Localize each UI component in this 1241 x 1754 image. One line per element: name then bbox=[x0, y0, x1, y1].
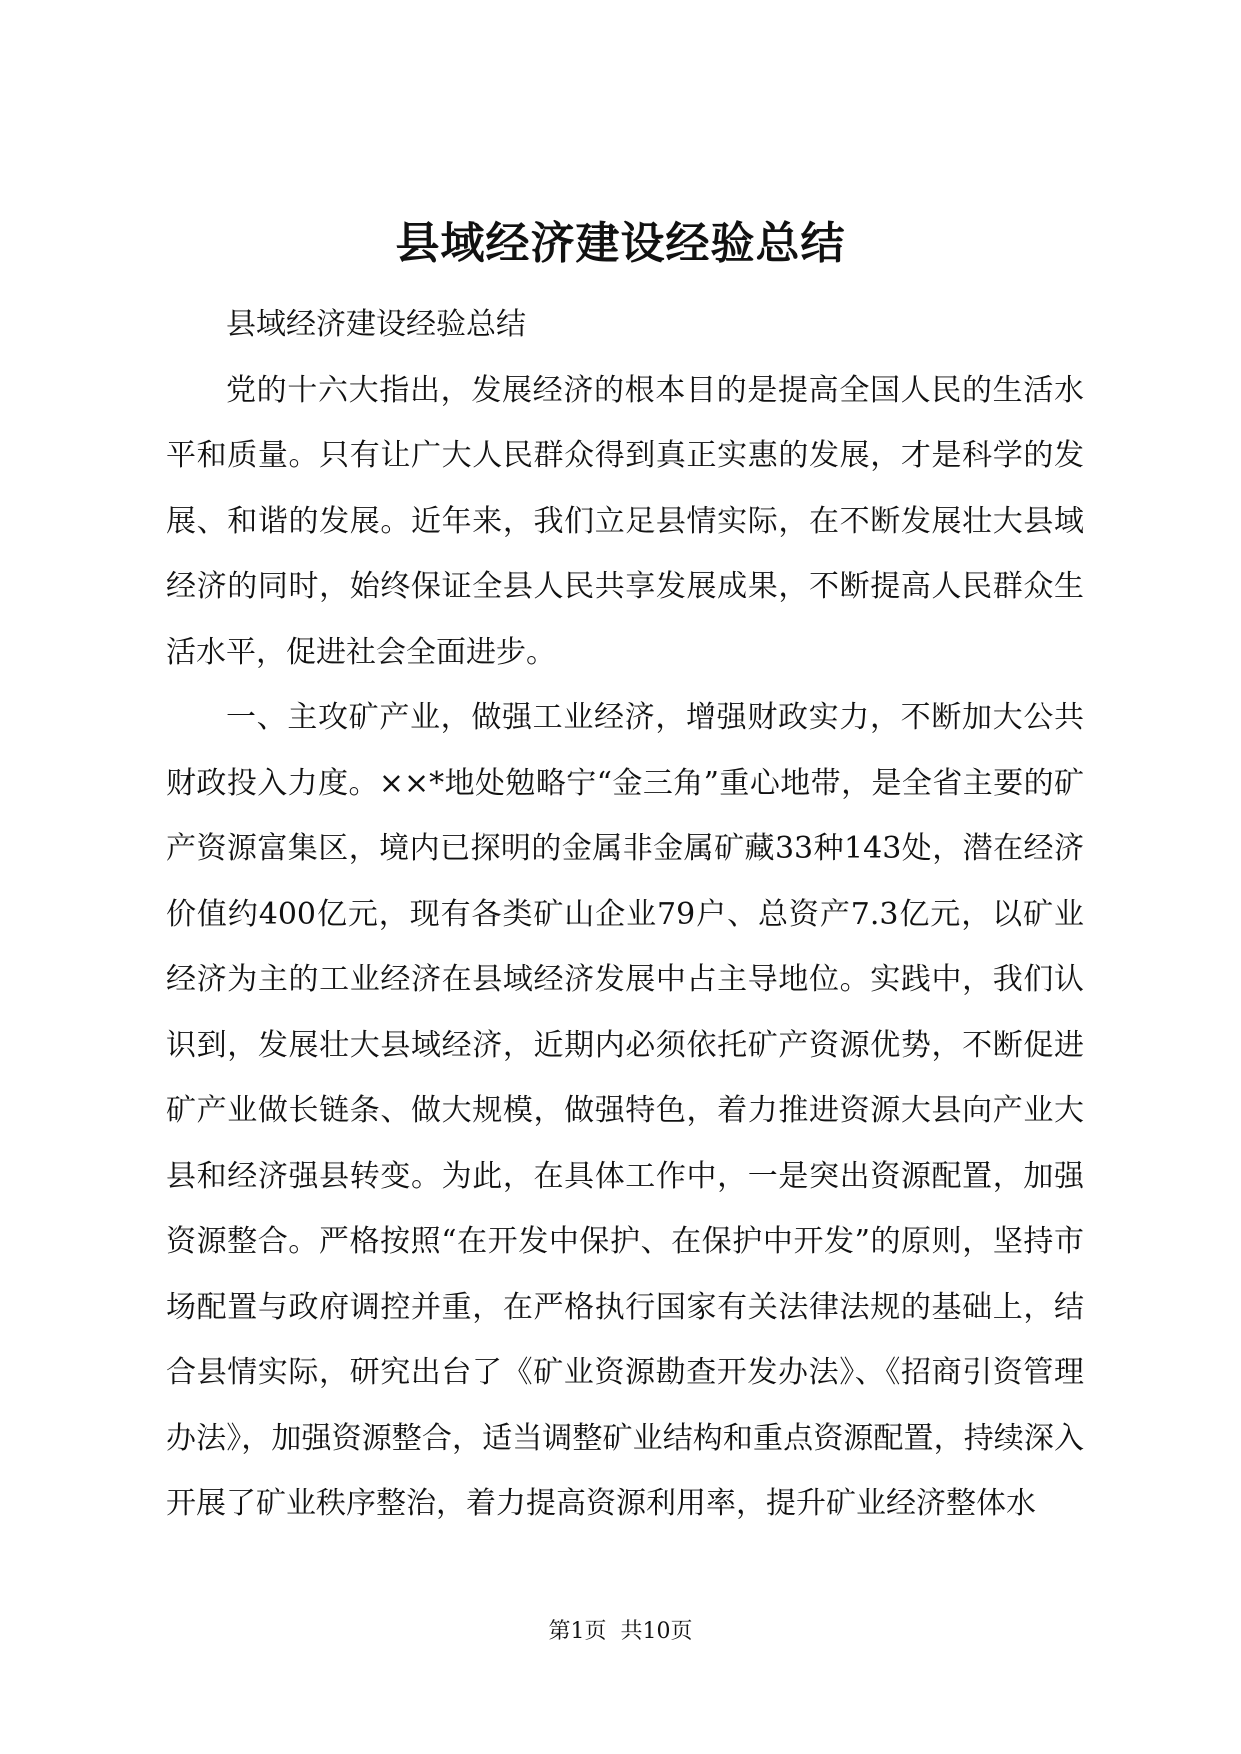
page-footer bbox=[0, 1614, 1241, 1645]
paragraph-intro: 党的十六大指出，发展经济的根本目的是提高全国人民的生活水平和质量。只有让广大人民群众得到真正实惠的发展，才是科学的发展、和谐的发展。近年来，我们立足县情实际，在不断发展壮大县域经济的同时，始终保证全县人民共享发展成果，不断提高人民群众生活水平，促进社会全面进步。 bbox=[166, 372, 1084, 670]
page-number: 第1页 共10页 bbox=[548, 1619, 693, 1644]
document-body bbox=[166, 292, 1084, 1537]
paragraph-subtitle: 县域经济建设经验总结 bbox=[226, 307, 526, 342]
document-title: 县域经济建设经验总结 bbox=[395, 218, 846, 269]
paragraph-section-one: 一、主攻矿产业，做强工业经济，增强财政实力，不断加大公共财政投入力度。××*地处勉略宁“金三角”重心地带，是全省主要的矿产资源富集区，境内已探明的金属非金属矿藏33种143处，潜在经济价值约400亿元，现有各类矿山企业79户、总资产7.3亿元，以矿业经济为主的工业经济在县域经济发展中占主导地位。实践中，我们认识到，发展壮大县域经济，近期内必须依托矿产资源优势，不断促进矿产业做长链条、做大规模，做强特色，着力推进资源大县向产业大县和经济强县转变。为此，在具体工作中，一是突出资源配置，加强资源整合。严格按照“在开发中保护、在保护中开发”的原则，坚持市场配置与政府调控并重，在严格执行国家有关法律法规的基础上，结合县情实际，研究出台了《矿业资源勘查开发办法》、《招商引资管理办法》，加强资源整合，适当调整矿业结构和重点资源配置，持续深入开展了矿业秩序整治，着力提高资源利用率，提升矿业经济整体水 bbox=[166, 700, 1084, 1521]
